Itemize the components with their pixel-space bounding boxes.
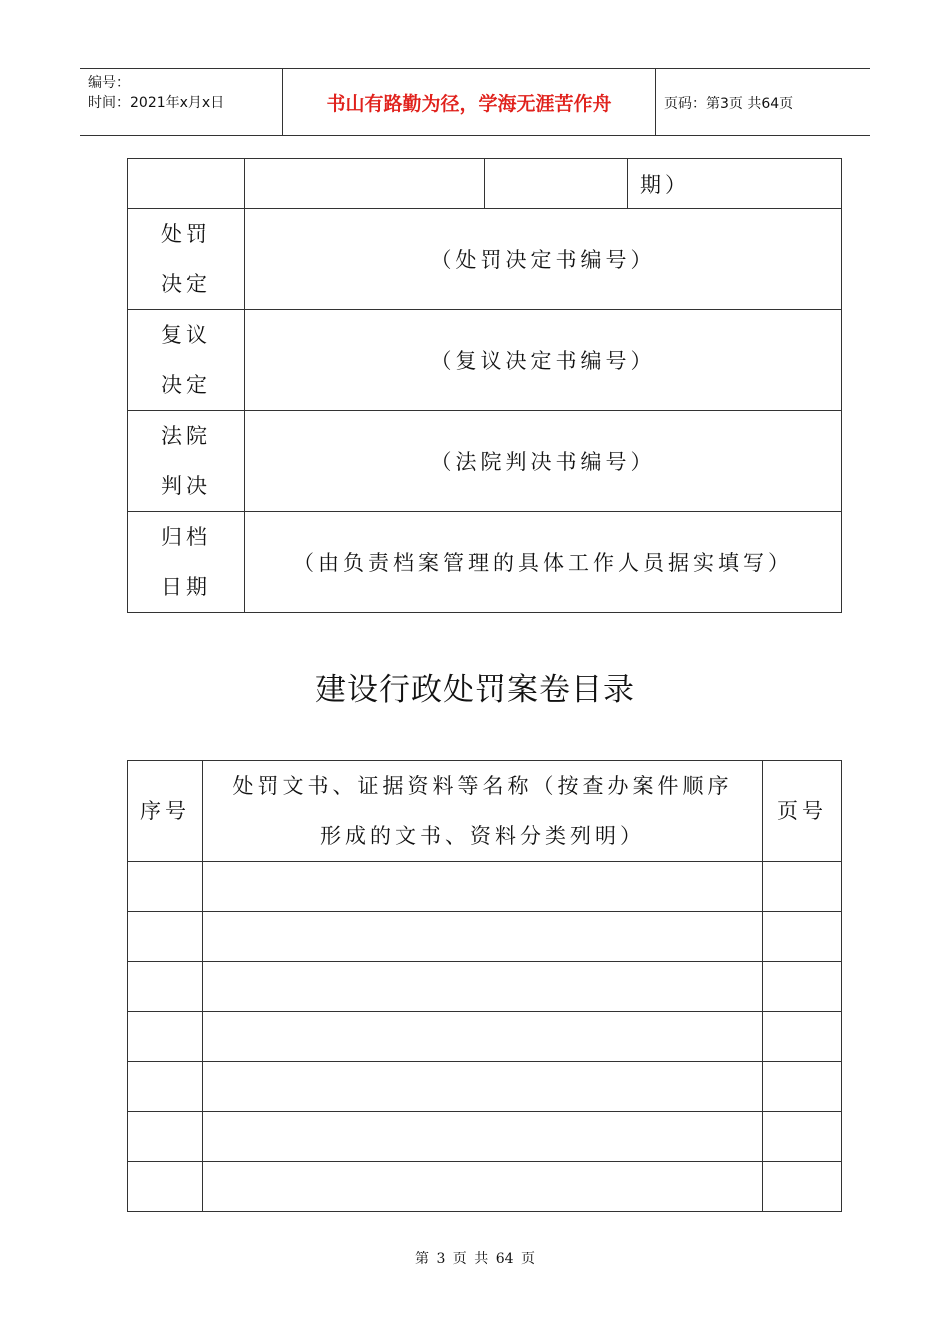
header-motto: 书山有路勤为径，学海无涯苦作舟 (326, 93, 612, 115)
table-cell (203, 912, 763, 962)
header-page-number: 页码：第3页 共64页 (664, 96, 794, 112)
table-row (128, 1062, 842, 1112)
table-row (128, 912, 842, 962)
table-cell (763, 862, 842, 912)
row-value: （复议决定书编号） (245, 310, 842, 411)
table-cell (203, 1012, 763, 1062)
row-label: 归档 日期 (128, 512, 245, 613)
table-row (128, 862, 842, 912)
table-row (128, 1162, 842, 1212)
table-cell (203, 1112, 763, 1162)
table-cell (128, 1112, 203, 1162)
table-cell (763, 962, 842, 1012)
header-name: 处罚文书、证据资料等名称（按查办案件顺序 形成的文书、资料分类列明） (203, 761, 763, 862)
header-seq: 序号 (128, 761, 203, 862)
table-row (128, 209, 842, 310)
table-cell: 期） (628, 159, 842, 209)
table-cell (128, 1012, 203, 1062)
table-row (128, 159, 842, 209)
row-value: （处罚决定书编号） (245, 209, 842, 310)
header-number: 编号： (88, 75, 130, 91)
table-cell (128, 1062, 203, 1112)
page-footer: 第 3 页 共 64 页 (415, 1251, 535, 1267)
table-cell (245, 159, 485, 209)
table-cell (203, 1062, 763, 1112)
table-cell (763, 1162, 842, 1212)
row-label: 处罚 决定 (128, 209, 245, 310)
row-label: 复议 决定 (128, 310, 245, 411)
table-cell (128, 159, 245, 209)
header-divider (655, 69, 656, 135)
table-cell (485, 159, 628, 209)
table-row (128, 512, 842, 613)
table-cell (128, 912, 203, 962)
table-row (128, 1012, 842, 1062)
table-row (128, 411, 842, 512)
row-value: （由负责档案管理的具体工作人员据实填写） (245, 512, 842, 613)
header-page: 页号 (763, 761, 842, 862)
table-cell (203, 962, 763, 1012)
table-row (128, 310, 842, 411)
page-header (80, 68, 870, 136)
table-cell (763, 1062, 842, 1112)
catalog-table (127, 760, 842, 1212)
row-label: 法院 判决 (128, 411, 245, 512)
table-row (128, 1112, 842, 1162)
table-cell (763, 1112, 842, 1162)
table-cell (763, 1012, 842, 1062)
header-date: 时间：2021年x月x日 (88, 95, 225, 111)
table-cell (128, 1162, 203, 1212)
case-info-table (127, 158, 842, 613)
table-header-row (128, 761, 842, 862)
section-title: 建设行政处罚案卷目录 (315, 672, 635, 708)
table-row (128, 962, 842, 1012)
table-cell (203, 862, 763, 912)
table-cell (128, 962, 203, 1012)
table-cell (203, 1162, 763, 1212)
row-value: （法院判决书编号） (245, 411, 842, 512)
table-cell (763, 912, 842, 962)
table-cell (128, 862, 203, 912)
header-meta (88, 73, 224, 113)
